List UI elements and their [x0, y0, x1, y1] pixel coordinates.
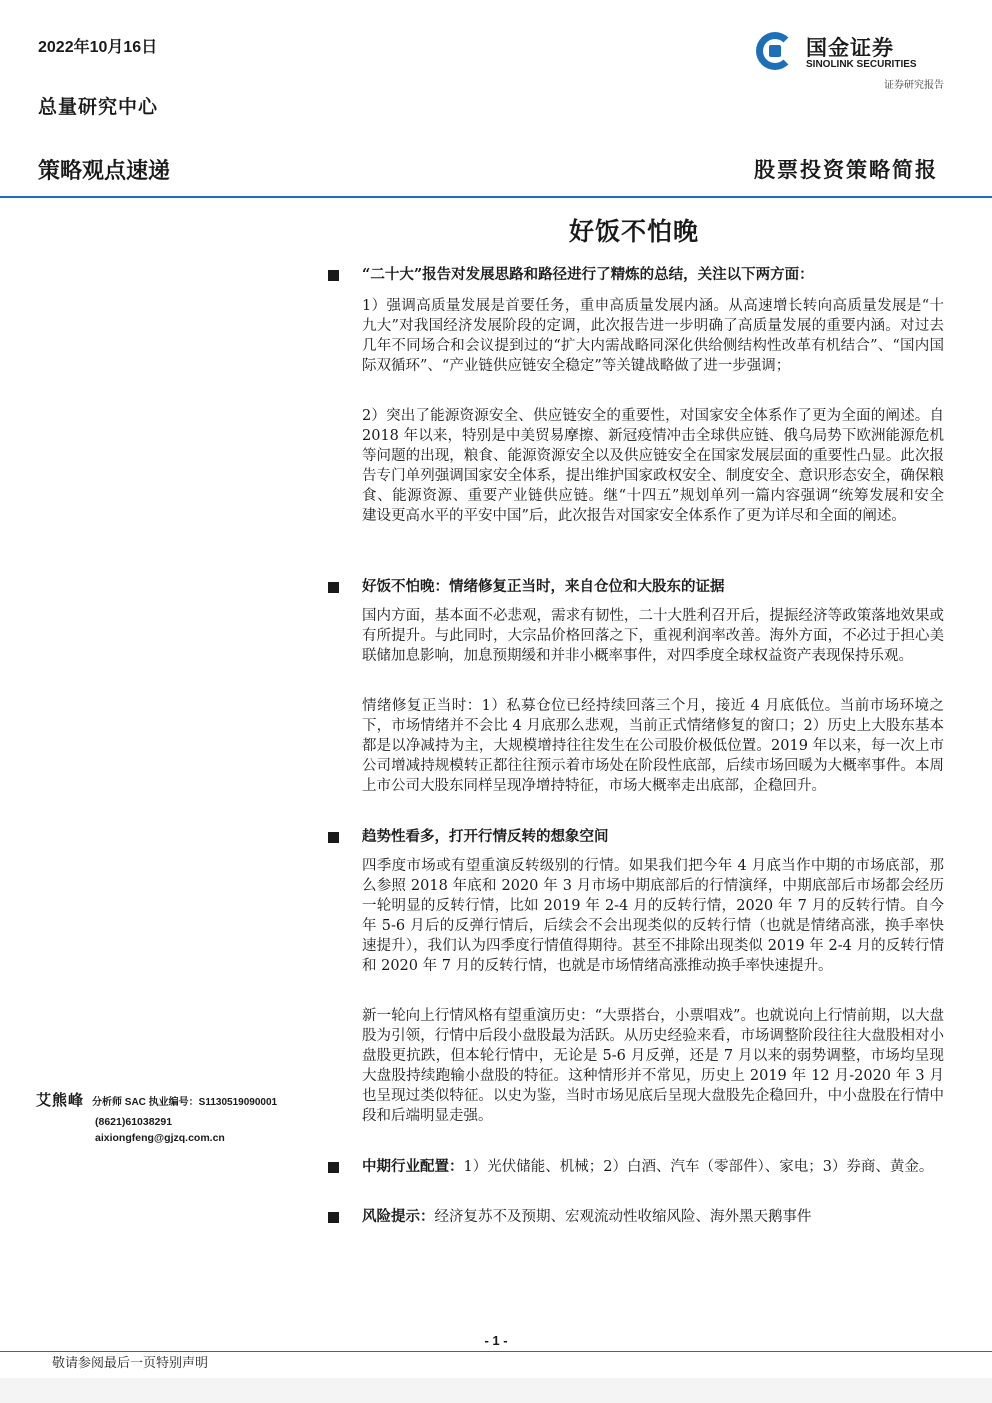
- analyst-email[interactable]: aixiongfeng@gjzq.com.cn: [95, 1132, 225, 1144]
- footer-disclaimer: 敬请参阅最后一页特别声明: [52, 1356, 209, 1371]
- section-paragraph: 情绪修复正当时：1）私募仓位已经持续回落三个月，接近 4 月底低位。当前市场环境之下，市场情绪并不会比 4 月底那么悲观，当前正式情绪修复的窗口；2）历史上大股东基本都是以净减持为主，大规模增持往往发生在公司股价极低位置。2019 年以来，每一次上市公司增减持规模转正都往往预示着市场处在阶段性底部，后续市场回暖为大概率事件。本周上市公司大股东同样呈现净增持特征，市场大概率走出底部，企稳回升。: [362, 698, 944, 794]
- analyst-phone: (8621)61038291: [95, 1116, 173, 1128]
- analyst-info: [36, 1090, 278, 1144]
- bullet-icon: [328, 582, 339, 593]
- section-heading: 好饭不怕晚：情绪修复正当时，来自仓位和大股东的证据: [362, 578, 725, 595]
- company-logo: [756, 30, 946, 76]
- bottom-band: [0, 1378, 992, 1403]
- department-name: 总量研究中心: [38, 96, 159, 118]
- section-paragraph: 2）突出了能源资源安全、供应链安全的重要性，对国家安全体系作了更为全面的阐述。自 2018 年以来，特别是中美贸易摩擦、新冠疫情冲击全球供应链、俄乌局势下欧洲能源危机等问题的出现，粮食、能源资源安全以及供应链安全在国家发展层面的重要性凸显。此次报告专门单列强调国家安全体系，提出维护国家政权安全、制度安全、意识形态安全，确保粮食、能源资源、重要产业链供应链。继“十四五”规划单列一篇内容强调“统筹发展和安全 建设更高水平的平安中国”后，此次报告对国家安全体系作了更为详尽和全面的阐述。: [362, 408, 959, 524]
- page-number: - 1 -: [484, 1333, 508, 1348]
- section-heading: 中期行业配置：: [362, 1158, 464, 1175]
- logo-subtitle: 证券研究报告: [884, 80, 944, 91]
- header-divider: [0, 196, 992, 198]
- report-title: 好饭不怕晚: [568, 217, 699, 246]
- section-paragraph: 国内方面，基本面不必悲观，需求有韧性，二十大胜利召开后，提振经济等政策落地效果或有所提升。与此同时，大宗品价格回落之下，重视利润率改善。海外方面，不必过于担心美联储加息影响，加息预期缓和并非小概率事件，对四季度全球权益资产表现保持乐观。: [362, 608, 944, 664]
- analyst-name: 艾熊峰: [36, 1091, 85, 1109]
- section-paragraph: 新一轮向上行情风格有望重演历史：“大票搭台，小票唱戏”。也就说向上行情前期，以大盘股为引领，行情中后段小盘股最为活跃。从历史经验来看，市场调整阶段往往大盘股相对小盘股更抗跌，但本轮行情中，无论是 5-6 月反弹，还是 7 月以来的弱势调整，市场均呈现大盘股持续跑输小盘股的特征。这种情形并不常见，历史上 2019 年 12 月-2020 年 3 月也呈现过类似特征。以史为鉴，当时市场见底后呈现大盘股先企稳回升，中小盘股在行情中段和后端明显走强。: [362, 1008, 944, 1124]
- section-heading: “二十大”报告对发展思路和路径进行了精炼的总结，关注以下两方面：: [362, 266, 814, 283]
- industry-allocation: [362, 1157, 944, 1177]
- report-type: 股票投资策略简报: [754, 157, 938, 182]
- section-heading: 风险提示：: [362, 1208, 435, 1225]
- section-paragraph: 四季度市场或有望重演反转级别的行情。如果我们把今年 4 月底当作中期的市场底部，那么参照 2018 年底和 2020 年 3 月市场中期底部后的行情演绎，中期底部后市场都会经历一轮明显的反转行情，比如 2019 年 2-4 月的反转行情，2020 年 7 月的反转行情。自今年 5-6 月后的反弹行情后，后续会不会出现类似的反转行情（也就是情绪高涨，换手率快速提升），我们认为四季度行情值得期待。甚至不排除出现类似 2019 年 2-4 月的反转行情和 2020 年 7 月的反转行情，也就是市场情绪高涨推动换手率快速提升。: [362, 858, 944, 974]
- series-name: 策略观点速递: [38, 159, 171, 184]
- logo-cn-name: 国金证券: [806, 36, 894, 60]
- title-wrap: [0, 212, 992, 248]
- section-text: 经济复苏不及预期、宏观流动性收缩风险、海外黑天鹅事件: [434, 1209, 812, 1225]
- section-text: 1）光伏储能、机械；2）白酒、汽车（零部件）、家电；3）券商、黄金。: [463, 1159, 934, 1175]
- logo-en-name: SINOLINK SECURITIES: [806, 59, 917, 70]
- analyst-sac-number: 分析师 SAC 执业编号：S1130519090001: [92, 1097, 278, 1108]
- report-date: 2022年10月16日: [38, 39, 158, 56]
- bullet-icon: [328, 1212, 339, 1223]
- bullet-icon: [328, 1162, 339, 1173]
- bullet-icon: [328, 832, 339, 843]
- risk-warning: [362, 1207, 944, 1227]
- section-paragraph: 1）强调高质量发展是首要任务，重申高质量发展内涵。从高速增长转向高质量发展是“十九大”对我国经济发展阶段的定调，此次报告进一步明确了高质量发展的重要内涵。对过去几年不同场合和会议提到过的“扩大内需战略同深化供给侧结构性改革有机结合”、“国内国际双循环”、“产业链供应链安全稳定”等关键战略做了进一步强调；: [362, 298, 944, 374]
- section-heading: 趋势性看多，打开行情反转的想象空间: [362, 828, 609, 845]
- bullet-icon: [328, 270, 339, 281]
- logo-square-icon: [769, 45, 781, 57]
